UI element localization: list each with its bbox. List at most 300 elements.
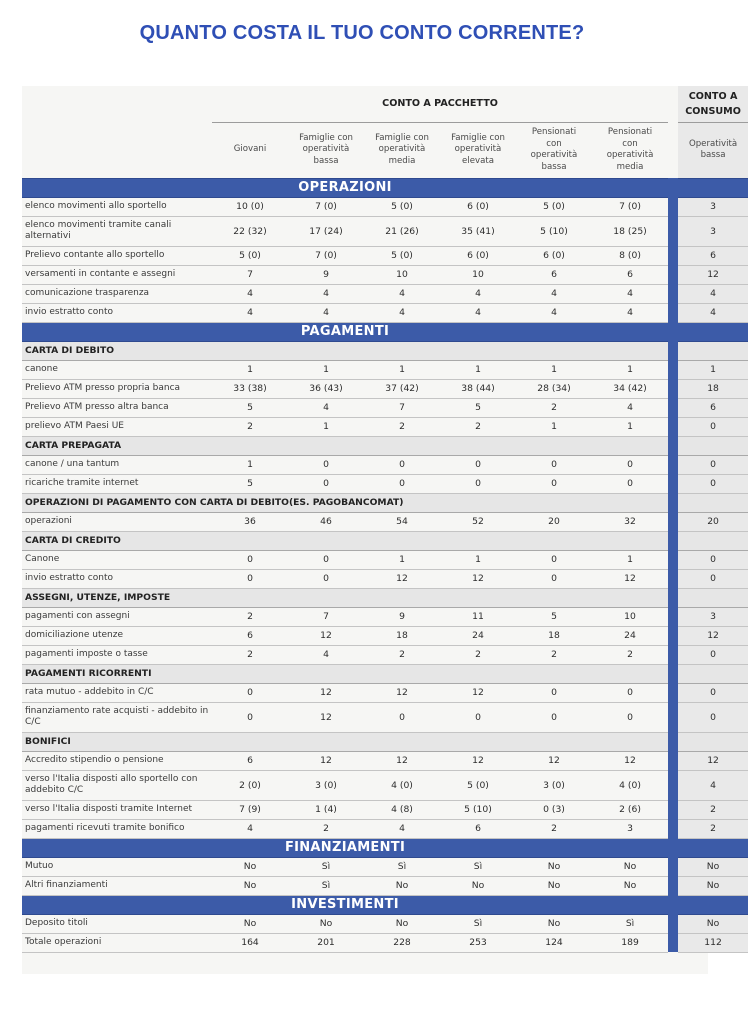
band-title: INVESTIMENTI bbox=[22, 895, 668, 914]
consumption-value-cell: 112 bbox=[678, 933, 748, 952]
section-title: CARTA DI CREDITO bbox=[22, 531, 668, 550]
row-label: prelievo ATM Paesi UE bbox=[22, 417, 212, 436]
section-title: PAGAMENTI RICORRENTI bbox=[22, 664, 668, 683]
value-cell: 5 bbox=[516, 607, 592, 626]
column-header-line: con bbox=[546, 138, 562, 149]
value-cell: 4 bbox=[212, 284, 288, 303]
row-label: elenco movimenti tramite canali alternativi bbox=[22, 216, 212, 246]
value-cell: 12 bbox=[288, 702, 364, 732]
section-cell-consumption bbox=[678, 341, 748, 360]
value-cell: No bbox=[212, 914, 288, 933]
section-row bbox=[22, 664, 748, 683]
value-cell: 12 bbox=[592, 751, 668, 770]
table-row bbox=[22, 216, 748, 246]
value-cell: 21 (26) bbox=[364, 216, 440, 246]
section-title: OPERAZIONI DI PAGAMENTO CON CARTA DI DEBITO(ES. PAGOBANCOMAT) bbox=[22, 493, 668, 512]
value-cell: 4 bbox=[440, 303, 516, 322]
consumption-value-cell: 3 bbox=[678, 216, 748, 246]
row-label: canone / una tantum bbox=[22, 455, 212, 474]
column-divider bbox=[668, 800, 678, 819]
value-cell: 18 bbox=[516, 626, 592, 645]
value-cell: No bbox=[592, 857, 668, 876]
column-header-line: operatività bbox=[530, 150, 578, 160]
row-label: verso l'Italia disposti tramite Internet bbox=[22, 800, 212, 819]
table-row bbox=[22, 683, 748, 702]
table-row bbox=[22, 800, 748, 819]
value-cell: 12 bbox=[288, 626, 364, 645]
value-cell: Sì bbox=[288, 876, 364, 895]
consumption-value-cell: 3 bbox=[678, 197, 748, 216]
column-divider bbox=[668, 645, 678, 664]
band-title: FINANZIAMENTI bbox=[22, 838, 668, 857]
value-cell: 0 bbox=[516, 683, 592, 702]
value-cell: 253 bbox=[440, 933, 516, 952]
value-cell: 4 bbox=[364, 284, 440, 303]
value-cell: 2 (0) bbox=[212, 770, 288, 800]
column-divider bbox=[668, 876, 678, 895]
consumption-value-cell: No bbox=[678, 914, 748, 933]
table-row bbox=[22, 933, 748, 952]
section-cell-consumption bbox=[678, 493, 748, 512]
value-cell: 5 (0) bbox=[364, 197, 440, 216]
value-cell: 4 (0) bbox=[592, 770, 668, 800]
value-cell: 0 bbox=[212, 569, 288, 588]
value-cell: 4 bbox=[592, 303, 668, 322]
row-label: invio estratto conto bbox=[22, 303, 212, 322]
value-cell: 2 bbox=[592, 645, 668, 664]
value-cell: 7 bbox=[364, 398, 440, 417]
table-row bbox=[22, 914, 748, 933]
value-cell: 4 bbox=[212, 819, 288, 838]
band-cell-consumption bbox=[678, 838, 748, 857]
column-divider bbox=[668, 216, 678, 246]
value-cell: 4 (0) bbox=[364, 770, 440, 800]
column-divider bbox=[668, 933, 678, 952]
value-cell: 0 bbox=[516, 550, 592, 569]
table-row bbox=[22, 569, 748, 588]
row-label: operazioni bbox=[22, 512, 212, 531]
column-header-5 bbox=[592, 122, 668, 178]
value-cell: 4 bbox=[592, 398, 668, 417]
value-cell: 6 bbox=[440, 819, 516, 838]
column-header-2 bbox=[364, 122, 440, 178]
band-row bbox=[22, 895, 748, 914]
value-cell: 38 (44) bbox=[440, 379, 516, 398]
section-cell-consumption bbox=[678, 732, 748, 751]
column-header-line: operatività bbox=[302, 144, 350, 155]
column-divider bbox=[668, 436, 678, 455]
value-cell: No bbox=[592, 876, 668, 895]
row-label: Totale operazioni bbox=[22, 933, 212, 952]
value-cell: No bbox=[364, 876, 440, 895]
consumption-value-cell: No bbox=[678, 876, 748, 895]
value-cell: 5 (0) bbox=[212, 246, 288, 265]
value-cell: 1 bbox=[440, 360, 516, 379]
column-divider bbox=[668, 474, 678, 493]
table-row bbox=[22, 702, 748, 732]
value-cell: 12 bbox=[592, 569, 668, 588]
value-cell: 189 bbox=[592, 933, 668, 952]
value-cell: 0 bbox=[592, 683, 668, 702]
consumption-value-cell: 2 bbox=[678, 800, 748, 819]
column-header-line: Giovani bbox=[233, 144, 267, 155]
column-divider bbox=[668, 322, 678, 341]
value-cell: 46 bbox=[288, 512, 364, 531]
value-cell: 7 (0) bbox=[592, 197, 668, 216]
value-cell: 3 (0) bbox=[288, 770, 364, 800]
column-header-line: Famiglie con bbox=[299, 132, 353, 143]
value-cell: Sì bbox=[592, 914, 668, 933]
value-cell: 4 bbox=[592, 284, 668, 303]
value-cell: 164 bbox=[212, 933, 288, 952]
row-label: pagamenti ricevuti tramite bonifico bbox=[22, 819, 212, 838]
value-cell: No bbox=[212, 857, 288, 876]
value-cell: 3 bbox=[592, 819, 668, 838]
column-header-1 bbox=[288, 122, 364, 178]
value-cell: 54 bbox=[364, 512, 440, 531]
value-cell: 12 bbox=[288, 683, 364, 702]
value-cell: 2 bbox=[364, 645, 440, 664]
table-row bbox=[22, 474, 748, 493]
value-cell: 37 (42) bbox=[364, 379, 440, 398]
consumption-value-cell: 4 bbox=[678, 303, 748, 322]
value-cell: 1 bbox=[592, 360, 668, 379]
column-header-line: operatività bbox=[378, 144, 426, 155]
value-cell: 228 bbox=[364, 933, 440, 952]
value-cell: 2 bbox=[516, 398, 592, 417]
value-cell: No bbox=[212, 876, 288, 895]
value-cell: 9 bbox=[364, 607, 440, 626]
band-row bbox=[22, 178, 748, 197]
value-cell: 5 bbox=[440, 398, 516, 417]
column-divider bbox=[668, 819, 678, 838]
section-cell-consumption bbox=[678, 664, 748, 683]
section-row bbox=[22, 588, 748, 607]
consumption-value-cell: 0 bbox=[678, 474, 748, 493]
column-header-0 bbox=[212, 122, 288, 178]
consumption-value-cell: No bbox=[678, 857, 748, 876]
value-cell: 5 bbox=[212, 474, 288, 493]
table-row bbox=[22, 770, 748, 800]
value-cell: 0 bbox=[364, 455, 440, 474]
consumption-value-cell: 3 bbox=[678, 607, 748, 626]
row-label: comunicazione trasparenza bbox=[22, 284, 212, 303]
consumption-value-cell: 6 bbox=[678, 246, 748, 265]
value-cell: 0 bbox=[516, 474, 592, 493]
consumption-value-cell: 2 bbox=[678, 819, 748, 838]
value-cell: 22 (32) bbox=[212, 216, 288, 246]
value-cell: Sì bbox=[440, 857, 516, 876]
value-cell: 8 (0) bbox=[592, 246, 668, 265]
column-divider bbox=[668, 751, 678, 770]
value-cell: 1 bbox=[364, 550, 440, 569]
value-cell: 0 bbox=[592, 702, 668, 732]
header-row-columns bbox=[22, 122, 748, 178]
consumption-title-line: CONSUMO bbox=[685, 105, 741, 117]
column-divider bbox=[668, 683, 678, 702]
value-cell: 0 bbox=[516, 455, 592, 474]
consumption-value-cell: 20 bbox=[678, 512, 748, 531]
section-row bbox=[22, 493, 748, 512]
value-cell: 10 bbox=[592, 607, 668, 626]
value-cell: 0 (3) bbox=[516, 800, 592, 819]
value-cell: 12 bbox=[440, 683, 516, 702]
row-label: finanziamento rate acquisti - addebito in C/C bbox=[22, 702, 212, 732]
value-cell: 2 bbox=[364, 417, 440, 436]
value-cell: 35 (41) bbox=[440, 216, 516, 246]
value-cell: 4 bbox=[288, 284, 364, 303]
table-row bbox=[22, 751, 748, 770]
value-cell: 4 bbox=[288, 303, 364, 322]
column-divider bbox=[668, 895, 678, 914]
value-cell: 33 (38) bbox=[212, 379, 288, 398]
column-divider bbox=[668, 398, 678, 417]
value-cell: 5 (10) bbox=[516, 216, 592, 246]
value-cell: 12 bbox=[364, 683, 440, 702]
column-divider bbox=[668, 838, 678, 857]
value-cell: 12 bbox=[516, 751, 592, 770]
value-cell: 1 bbox=[364, 360, 440, 379]
section-row bbox=[22, 436, 748, 455]
row-label: Prelievo ATM presso propria banca bbox=[22, 379, 212, 398]
cost-comparison-table bbox=[22, 86, 748, 953]
value-cell: 0 bbox=[212, 702, 288, 732]
band-cell-consumption bbox=[678, 322, 748, 341]
column-header-3 bbox=[440, 122, 516, 178]
value-cell: 1 bbox=[592, 417, 668, 436]
row-label: Mutuo bbox=[22, 857, 212, 876]
column-divider bbox=[668, 914, 678, 933]
value-cell: 4 bbox=[212, 303, 288, 322]
value-cell: 7 bbox=[212, 265, 288, 284]
column-header-line: Operatività bbox=[688, 138, 738, 149]
section-cell-consumption bbox=[678, 531, 748, 550]
column-divider bbox=[668, 86, 678, 178]
table-row bbox=[22, 626, 748, 645]
table-row bbox=[22, 246, 748, 265]
column-divider bbox=[668, 550, 678, 569]
row-label: canone bbox=[22, 360, 212, 379]
column-header-line: bassa bbox=[541, 161, 567, 172]
value-cell: 0 bbox=[440, 702, 516, 732]
consumption-value-cell: 18 bbox=[678, 379, 748, 398]
consumption-value-cell: 12 bbox=[678, 751, 748, 770]
consumption-value-cell: 12 bbox=[678, 626, 748, 645]
value-cell: 4 bbox=[440, 284, 516, 303]
consumption-value-cell: 0 bbox=[678, 417, 748, 436]
value-cell: Sì bbox=[364, 857, 440, 876]
value-cell: 1 bbox=[212, 455, 288, 474]
consumption-value-cell: 0 bbox=[678, 455, 748, 474]
value-cell: 1 (4) bbox=[288, 800, 364, 819]
band-row bbox=[22, 838, 748, 857]
consumption-value-cell: 0 bbox=[678, 550, 748, 569]
value-cell: 2 bbox=[440, 645, 516, 664]
value-cell: 32 bbox=[592, 512, 668, 531]
value-cell: 4 bbox=[516, 303, 592, 322]
value-cell: 9 bbox=[288, 265, 364, 284]
value-cell: 2 bbox=[516, 819, 592, 838]
column-header-line: media bbox=[616, 161, 644, 172]
value-cell: 2 bbox=[212, 607, 288, 626]
row-label: invio estratto conto bbox=[22, 569, 212, 588]
value-cell: 6 bbox=[592, 265, 668, 284]
column-divider bbox=[668, 607, 678, 626]
value-cell: 5 (0) bbox=[364, 246, 440, 265]
value-cell: 0 bbox=[288, 569, 364, 588]
value-cell: 1 bbox=[592, 550, 668, 569]
value-cell: 0 bbox=[364, 702, 440, 732]
row-label: domiciliazione utenze bbox=[22, 626, 212, 645]
value-cell: 3 (0) bbox=[516, 770, 592, 800]
consumption-account-title bbox=[678, 86, 748, 122]
band-cell-consumption bbox=[678, 895, 748, 914]
value-cell: 2 (6) bbox=[592, 800, 668, 819]
value-cell: 7 (9) bbox=[212, 800, 288, 819]
table-row bbox=[22, 360, 748, 379]
value-cell: 4 bbox=[288, 645, 364, 664]
value-cell: 6 (0) bbox=[440, 197, 516, 216]
column-header-line: Pensionati bbox=[607, 127, 653, 137]
value-cell: 0 bbox=[212, 550, 288, 569]
value-cell: 1 bbox=[288, 360, 364, 379]
row-label: Deposito titoli bbox=[22, 914, 212, 933]
column-header-4 bbox=[516, 122, 592, 178]
column-divider bbox=[668, 569, 678, 588]
value-cell: 0 bbox=[440, 455, 516, 474]
consumption-value-cell: 0 bbox=[678, 702, 748, 732]
value-cell: 11 bbox=[440, 607, 516, 626]
value-cell: 18 bbox=[364, 626, 440, 645]
consumption-value-cell: 0 bbox=[678, 569, 748, 588]
table-row bbox=[22, 265, 748, 284]
value-cell: 0 bbox=[212, 683, 288, 702]
value-cell: 5 (0) bbox=[440, 770, 516, 800]
consumption-value-cell: 0 bbox=[678, 683, 748, 702]
value-cell: 0 bbox=[592, 455, 668, 474]
header-empty-cell bbox=[22, 122, 212, 178]
section-cell-consumption bbox=[678, 436, 748, 455]
consumption-value-cell: 6 bbox=[678, 398, 748, 417]
value-cell: 2 bbox=[440, 417, 516, 436]
consumption-title-line: CONTO A bbox=[688, 90, 738, 102]
row-label: Accredito stipendio o pensione bbox=[22, 751, 212, 770]
value-cell: 28 (34) bbox=[516, 379, 592, 398]
value-cell: Sì bbox=[440, 914, 516, 933]
value-cell: 0 bbox=[592, 474, 668, 493]
value-cell: 0 bbox=[288, 455, 364, 474]
column-divider bbox=[668, 246, 678, 265]
value-cell: 36 bbox=[212, 512, 288, 531]
header-row-groups bbox=[22, 86, 748, 122]
table-row bbox=[22, 819, 748, 838]
value-cell: 7 (0) bbox=[288, 246, 364, 265]
value-cell: 0 bbox=[288, 550, 364, 569]
value-cell: 10 (0) bbox=[212, 197, 288, 216]
value-cell: 6 bbox=[212, 751, 288, 770]
value-cell: 1 bbox=[212, 360, 288, 379]
value-cell: 124 bbox=[516, 933, 592, 952]
column-divider bbox=[668, 284, 678, 303]
value-cell: 6 (0) bbox=[440, 246, 516, 265]
table-row bbox=[22, 607, 748, 626]
column-header-line: media bbox=[388, 155, 416, 166]
row-label: Canone bbox=[22, 550, 212, 569]
value-cell: 10 bbox=[364, 265, 440, 284]
value-cell: 24 bbox=[592, 626, 668, 645]
value-cell: No bbox=[516, 876, 592, 895]
value-cell: No bbox=[516, 857, 592, 876]
header-empty-cell bbox=[22, 86, 212, 122]
value-cell: 1 bbox=[516, 360, 592, 379]
value-cell: 5 (0) bbox=[516, 197, 592, 216]
table-row bbox=[22, 645, 748, 664]
package-account-title: CONTO A PACCHETTO bbox=[212, 86, 668, 122]
section-title: ASSEGNI, UTENZE, IMPOSTE bbox=[22, 588, 668, 607]
column-divider bbox=[668, 531, 678, 550]
value-cell: No bbox=[440, 876, 516, 895]
value-cell: 12 bbox=[440, 751, 516, 770]
section-title: BONIFICI bbox=[22, 732, 668, 751]
value-cell: 4 bbox=[516, 284, 592, 303]
row-label: verso l'Italia disposti allo sportello con addebito C/C bbox=[22, 770, 212, 800]
value-cell: 4 bbox=[364, 819, 440, 838]
column-divider bbox=[668, 770, 678, 800]
value-cell: 20 bbox=[516, 512, 592, 531]
value-cell: 2 bbox=[516, 645, 592, 664]
table-row bbox=[22, 455, 748, 474]
value-cell: 1 bbox=[440, 550, 516, 569]
value-cell: 1 bbox=[288, 417, 364, 436]
value-cell: Sì bbox=[288, 857, 364, 876]
value-cell: 0 bbox=[516, 702, 592, 732]
column-divider bbox=[668, 664, 678, 683]
column-divider bbox=[668, 512, 678, 531]
value-cell: 10 bbox=[440, 265, 516, 284]
value-cell: 12 bbox=[440, 569, 516, 588]
section-row bbox=[22, 341, 748, 360]
value-cell: 1 bbox=[516, 417, 592, 436]
band-row bbox=[22, 322, 748, 341]
column-divider bbox=[668, 417, 678, 436]
section-title: CARTA PREPAGATA bbox=[22, 436, 668, 455]
column-divider bbox=[668, 702, 678, 732]
row-label: elenco movimenti allo sportello bbox=[22, 197, 212, 216]
row-label: Prelievo ATM presso altra banca bbox=[22, 398, 212, 417]
value-cell: 7 (0) bbox=[288, 197, 364, 216]
value-cell: 12 bbox=[288, 751, 364, 770]
consumption-value-cell: 1 bbox=[678, 360, 748, 379]
row-label: ricariche tramite internet bbox=[22, 474, 212, 493]
row-label: Altri finanziamenti bbox=[22, 876, 212, 895]
value-cell: 2 bbox=[212, 417, 288, 436]
value-cell: 34 (42) bbox=[592, 379, 668, 398]
column-header-line: Famiglie con bbox=[451, 132, 505, 143]
value-cell: No bbox=[288, 914, 364, 933]
value-cell: 0 bbox=[516, 569, 592, 588]
value-cell: No bbox=[364, 914, 440, 933]
row-label: versamenti in contante e assegni bbox=[22, 265, 212, 284]
value-cell: 12 bbox=[364, 569, 440, 588]
column-header-consumption bbox=[678, 122, 748, 178]
value-cell: 4 (8) bbox=[364, 800, 440, 819]
page-title: QUANTO COSTA IL TUO CONTO CORRENTE? bbox=[139, 22, 585, 44]
value-cell: 0 bbox=[288, 474, 364, 493]
column-header-line: bassa bbox=[700, 150, 726, 160]
value-cell: 18 (25) bbox=[592, 216, 668, 246]
value-cell: 12 bbox=[364, 751, 440, 770]
value-cell: 36 (43) bbox=[288, 379, 364, 398]
